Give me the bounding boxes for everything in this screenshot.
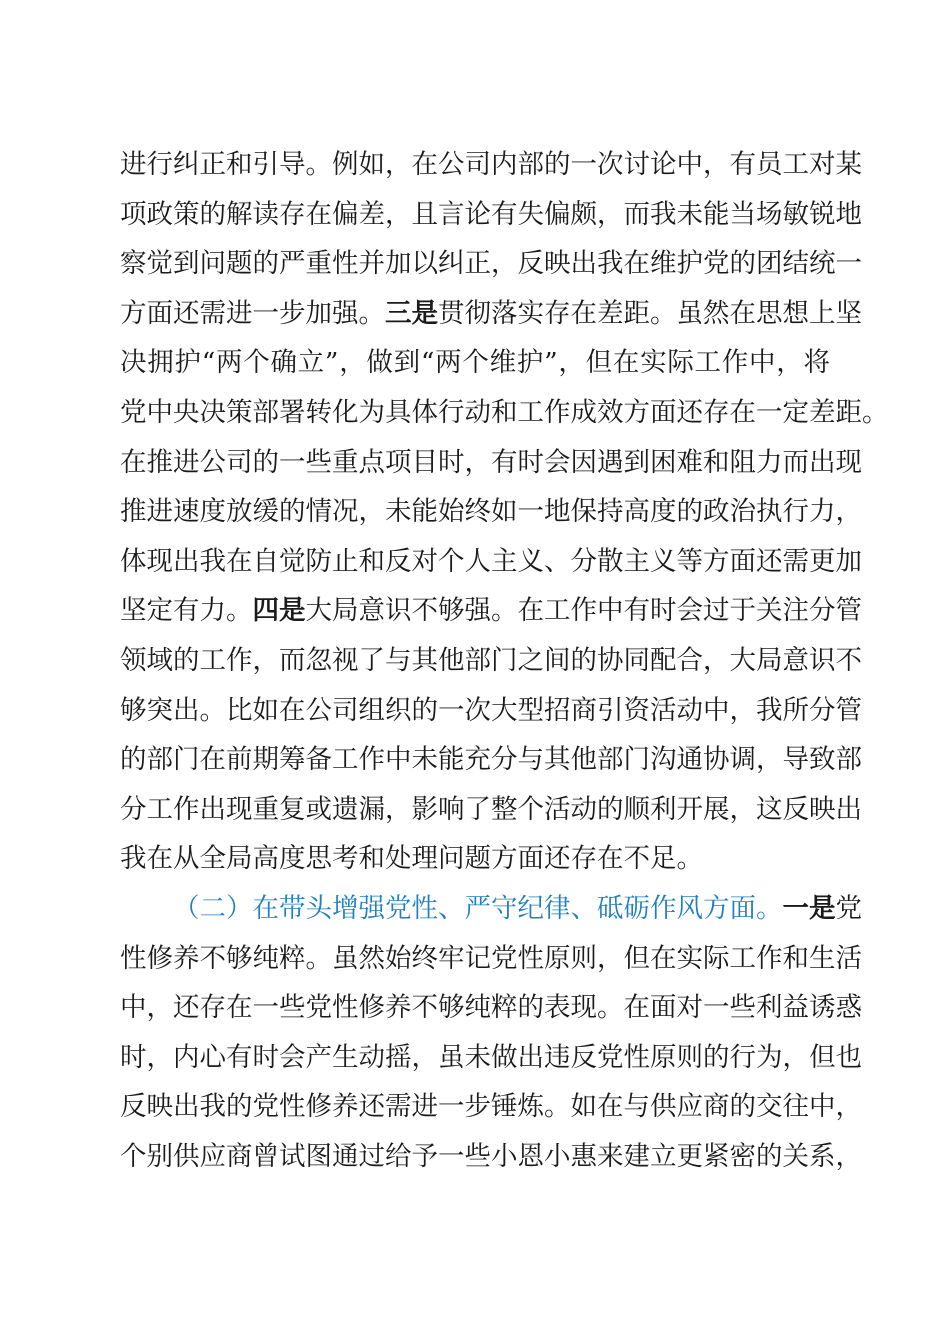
- text-line: [120, 636, 862, 686]
- text-segment: 领域的工作，而忽视了与其他部门之间的协同配合，大局意识不: [120, 644, 862, 676]
- text-line: [120, 686, 862, 736]
- text-segment: 大局意识不够强。在工作中有时会过于关注分管: [305, 595, 862, 627]
- text-line: [120, 1132, 862, 1182]
- text-segment: 性修养不够纯粹。虽然始终牢记党性原则，但在实际工作和生活: [120, 942, 862, 974]
- text-line: [120, 735, 862, 785]
- text-segment: 察觉到问题的严重性并加以纠正，反映出我在维护党的团结统一: [120, 248, 862, 280]
- body-text: [120, 140, 889, 1181]
- text-segment: 项政策的解读存在偏差，且言论有失偏颇，而我未能当场敏锐地: [120, 198, 862, 230]
- section-heading-line: [120, 884, 862, 934]
- text-line: [120, 983, 862, 1033]
- text-segment: 方面还需进一步加强。: [120, 297, 385, 329]
- text-line: [120, 785, 862, 835]
- text-line: [120, 190, 862, 240]
- text-line: [120, 487, 862, 537]
- text-segment: 反映出我的党性修养还需进一步锤炼。如在与供应商的交往中，: [120, 1091, 862, 1123]
- ordinal-marker: 四是: [252, 595, 306, 627]
- text-line: [120, 1033, 862, 1083]
- text-segment: 党: [835, 892, 862, 924]
- text-line: [120, 1082, 862, 1132]
- section-heading: （二）在带头增强党性、严守纪律、砥砺作风方面。: [173, 892, 783, 924]
- text-line: [120, 438, 862, 488]
- text-line: [120, 586, 862, 636]
- text-segment: 中，还存在一些党性修养不够纯粹的表现。在面对一些利益诱惑: [120, 992, 862, 1024]
- text-segment: 进行纠正和引导。例如，在公司内部的一次讨论中，有员工对某: [120, 149, 862, 180]
- text-line: [120, 140, 862, 190]
- text-segment: 够突出。比如在公司组织的一次大型招商引资活动中，我所分管: [120, 694, 862, 726]
- text-segment: 的部门在前期筹备工作中未能充分与其他部门沟通协调，导致部: [120, 744, 862, 776]
- text-segment: 推进速度放缓的情况，未能始终如一地保持高度的政治执行力，: [120, 496, 862, 528]
- text-segment: 体现出我在自觉防止和反对个人主义、分散主义等方面还需更加: [120, 545, 862, 577]
- text-segment: 党中央决策部署转化为具体行动和工作成效方面还存在一定差距。: [120, 396, 889, 428]
- text-segment: 坚定有力。: [120, 595, 253, 627]
- text-line: [120, 834, 830, 884]
- text-segment: 贯彻落实存在差距。虽然在思想上坚: [438, 297, 862, 329]
- ordinal-marker: 一是: [782, 892, 836, 924]
- text-segment: 时，内心有时会产生动摇，虽未做出违反党性原则的行为，但也: [120, 1041, 862, 1073]
- text-line: [120, 537, 862, 587]
- text-line: [120, 338, 830, 388]
- text-segment: 决拥护“两个确立”，做到“两个维护”，但在实际工作中，将: [120, 347, 830, 379]
- text-line: [120, 289, 862, 339]
- text-segment: 我在从全局高度思考和处理问题方面还存在不足。: [120, 843, 703, 875]
- text-line: [120, 934, 862, 984]
- text-segment: 在推进公司的一些重点项目时，有时会因遇到困难和阻力而出现: [120, 446, 862, 478]
- text-segment: 个别供应商曾试图通过给予一些小恩小惠来建立更紧密的关系，: [120, 1140, 862, 1172]
- text-line: [120, 388, 889, 438]
- text-line: [120, 239, 862, 289]
- ordinal-marker: 三是: [385, 297, 438, 329]
- text-segment: 分工作出现重复或遗漏，影响了整个活动的顺利开展，这反映出: [120, 793, 862, 825]
